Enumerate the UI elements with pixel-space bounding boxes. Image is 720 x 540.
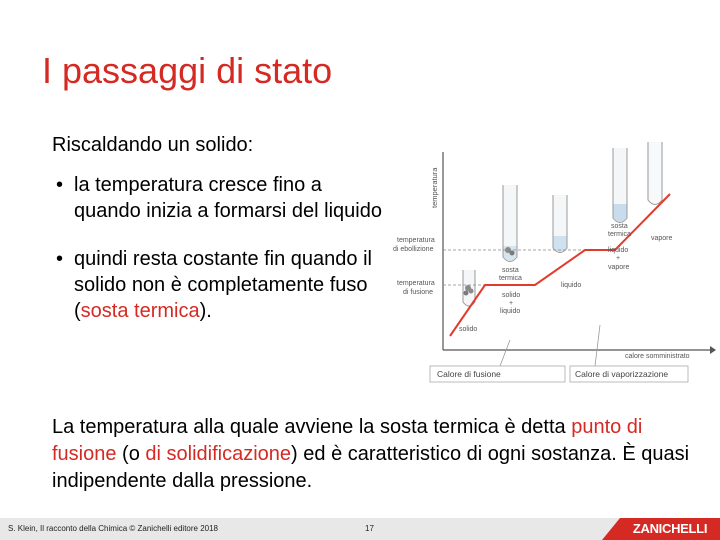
segment-label-solid-liquid: solido (502, 292, 521, 299)
intro-text: Riscaldando un solido: (52, 134, 254, 156)
bullet-text-end: ). (199, 300, 212, 322)
segment-label-liquid-vapor: liquido (608, 247, 629, 254)
segment-label-liquid-vapor: termica (608, 231, 631, 238)
heating-curve-diagram (375, 140, 720, 385)
segment-label-liquid: liquido (561, 282, 582, 289)
bullet-item (52, 172, 392, 224)
boiling-level-label: di ebollizione (393, 246, 434, 253)
paragraph-text: La temperatura alla quale avviene la sosta termica è detta (52, 416, 572, 438)
segment-label-solid-liquid: + (509, 300, 514, 307)
vaporization-heat-box (570, 366, 688, 382)
page-number: 17 (365, 524, 374, 533)
conclusion-paragraph (52, 414, 692, 495)
publisher-logo: ZANICHELLI (620, 518, 720, 540)
segment-label-solid-liquid: sosta (502, 267, 519, 274)
boiling-level-label: temperatura (397, 237, 435, 244)
segment-label-liquid-vapor: sosta (611, 223, 628, 230)
highlight-term: sosta termica (80, 300, 200, 322)
paragraph-text: (o (116, 443, 146, 465)
fusion-heat-label: Calore di fusione (437, 369, 501, 379)
segment-label-solid-liquid: liquido (500, 308, 521, 315)
footer-credit: S. Klein, Il racconto della Chimica © Zanichelli editore 2018 (8, 524, 218, 533)
test-tube-liquid (553, 195, 567, 253)
bullet-text: quindi resta costante fin quando il solido non è completamente fuso ( (74, 248, 372, 322)
vaporization-heat-label: Calore di vaporizzazione (575, 369, 669, 379)
melting-level-label: di fusione (403, 289, 433, 296)
test-tube-vapor (648, 142, 662, 205)
footer-bar (0, 518, 720, 540)
melting-level-label: temperatura (397, 280, 435, 287)
bullet-item (52, 246, 392, 324)
segment-label-solid-liquid: termica (499, 275, 522, 282)
x-axis-label: calore somministrato (625, 353, 690, 360)
highlight-term: di solidificazione (145, 443, 292, 465)
segment-label-vapor: vapore (651, 235, 673, 242)
highlight-term: punto di fusione (52, 416, 643, 465)
segment-label-liquid-vapor: + (616, 255, 621, 262)
bullet-text: la temperatura cresce fino a quando inizia a formarsi del liquido (74, 174, 382, 222)
y-axis-label: temperatura (430, 167, 439, 208)
segment-label-solid: solido (459, 326, 478, 333)
fusion-heat-box (430, 366, 565, 382)
slide-title: I passaggi di stato (42, 50, 333, 91)
test-tube-boiling (613, 148, 627, 223)
paragraph-text: ) ed è caratteristico di ogni sostanza. È quasi indipendente dalla pressione. (52, 443, 690, 492)
bullet-list (52, 172, 392, 324)
segment-label-liquid-vapor: vapore (608, 264, 630, 271)
